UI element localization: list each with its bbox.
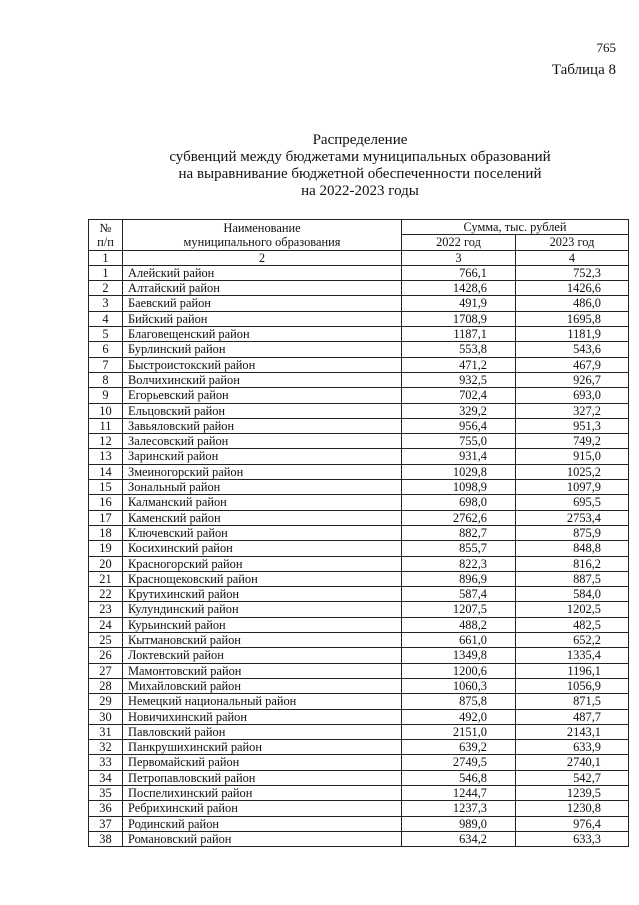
table-row — [89, 342, 629, 357]
amount-2023: 816,2 — [516, 556, 629, 571]
municipality-name: Алтайский район — [123, 281, 402, 296]
municipality-name: Краснощековский район — [123, 571, 402, 586]
amount-2022: 492,0 — [402, 709, 516, 724]
row-number: 11 — [89, 418, 123, 433]
amount-2022: 766,1 — [402, 265, 516, 280]
amount-2023: 887,5 — [516, 571, 629, 586]
header-year-2023: 2023 год — [516, 235, 629, 250]
row-number: 25 — [89, 633, 123, 648]
amount-2022: 1200,6 — [402, 663, 516, 678]
table-row — [89, 678, 629, 693]
table-row — [89, 740, 629, 755]
table-body — [89, 265, 629, 846]
title-line: на 2022-2023 годы — [301, 183, 419, 199]
row-number: 14 — [89, 464, 123, 479]
table-row — [89, 418, 629, 433]
amount-2022: 2151,0 — [402, 724, 516, 739]
amount-2022: 546,8 — [402, 770, 516, 785]
table-row — [89, 372, 629, 387]
header-name-line1: Наименование — [223, 220, 301, 235]
municipality-name: Михайловский район — [123, 678, 402, 693]
amount-2023: 693,0 — [516, 388, 629, 403]
amount-2022: 989,0 — [402, 816, 516, 831]
amount-2023: 584,0 — [516, 587, 629, 602]
header-sum: Сумма, тыс. рублей — [402, 220, 629, 235]
table-row — [89, 327, 629, 342]
row-number: 7 — [89, 357, 123, 372]
row-number: 1 — [89, 265, 123, 280]
row-number: 3 — [89, 296, 123, 311]
amount-2022: 875,8 — [402, 694, 516, 709]
amount-2023: 482,5 — [516, 617, 629, 632]
amount-2023: 926,7 — [516, 372, 629, 387]
header-name-line2: муниципального образования — [183, 234, 341, 249]
amount-2022: 956,4 — [402, 418, 516, 433]
amount-2022: 755,0 — [402, 434, 516, 449]
municipality-name: Бийский район — [123, 311, 402, 326]
amount-2023: 871,5 — [516, 694, 629, 709]
municipality-name: Крутихинский район — [123, 587, 402, 602]
amount-2023: 848,8 — [516, 541, 629, 556]
amount-2023: 467,9 — [516, 357, 629, 372]
table-row — [89, 296, 629, 311]
amount-2022: 471,2 — [402, 357, 516, 372]
header-name — [123, 220, 402, 251]
amount-2022: 2749,5 — [402, 755, 516, 770]
table-row — [89, 556, 629, 571]
table-row — [89, 587, 629, 602]
row-number: 9 — [89, 388, 123, 403]
amount-2022: 855,7 — [402, 541, 516, 556]
amount-2022: 1244,7 — [402, 785, 516, 800]
municipality-name: Калманский район — [123, 495, 402, 510]
municipality-name: Заринский район — [123, 449, 402, 464]
amount-2023: 633,3 — [516, 831, 629, 846]
municipality-name: Ельцовский район — [123, 403, 402, 418]
amount-2023: 633,9 — [516, 740, 629, 755]
amount-2022: 1187,1 — [402, 327, 516, 342]
amount-2023: 542,7 — [516, 770, 629, 785]
amount-2022: 698,0 — [402, 495, 516, 510]
table-row — [89, 388, 629, 403]
table-row — [89, 464, 629, 479]
row-number: 35 — [89, 785, 123, 800]
municipality-name: Петропавловский район — [123, 770, 402, 785]
row-number: 32 — [89, 740, 123, 755]
table-row — [89, 663, 629, 678]
amount-2023: 487,7 — [516, 709, 629, 724]
amount-2022: 329,2 — [402, 403, 516, 418]
municipality-name: Быстроистокский район — [123, 357, 402, 372]
table-row — [89, 265, 629, 280]
row-number: 23 — [89, 602, 123, 617]
row-number: 15 — [89, 480, 123, 495]
municipality-name: Баевский район — [123, 296, 402, 311]
amount-2023: 1695,8 — [516, 311, 629, 326]
amount-2023: 1239,5 — [516, 785, 629, 800]
table-row — [89, 831, 629, 846]
amount-2022: 931,4 — [402, 449, 516, 464]
table-row — [89, 602, 629, 617]
row-number: 20 — [89, 556, 123, 571]
table-row — [89, 801, 629, 816]
row-number: 19 — [89, 541, 123, 556]
amount-2023: 543,6 — [516, 342, 629, 357]
row-number: 18 — [89, 525, 123, 540]
row-number: 5 — [89, 327, 123, 342]
column-index: 2 — [123, 250, 402, 265]
amount-2022: 1207,5 — [402, 602, 516, 617]
municipality-name: Локтевский район — [123, 648, 402, 663]
row-number: 31 — [89, 724, 123, 739]
header-year-2022: 2022 год — [402, 235, 516, 250]
municipality-name: Первомайский район — [123, 755, 402, 770]
table-row — [89, 648, 629, 663]
municipality-name: Каменский район — [123, 510, 402, 525]
municipality-name: Бурлинский район — [123, 342, 402, 357]
table-row — [89, 434, 629, 449]
row-number: 4 — [89, 311, 123, 326]
row-number: 17 — [89, 510, 123, 525]
table-row — [89, 281, 629, 296]
municipality-name: Мамонтовский район — [123, 663, 402, 678]
row-number: 24 — [89, 617, 123, 632]
title-line: субвенций между бюджетами муниципальных образований — [169, 149, 551, 165]
row-number: 8 — [89, 372, 123, 387]
header-number-line1: № — [99, 220, 112, 235]
amount-2022: 491,9 — [402, 296, 516, 311]
table-row — [89, 311, 629, 326]
amount-2022: 896,9 — [402, 571, 516, 586]
municipality-name: Зональный район — [123, 480, 402, 495]
amount-2023: 951,3 — [516, 418, 629, 433]
table-row — [89, 694, 629, 709]
amount-2023: 915,0 — [516, 449, 629, 464]
amount-2022: 634,2 — [402, 831, 516, 846]
amount-2022: 1098,9 — [402, 480, 516, 495]
row-number: 10 — [89, 403, 123, 418]
table-row — [89, 510, 629, 525]
amount-2023: 2143,1 — [516, 724, 629, 739]
amount-2022: 488,2 — [402, 617, 516, 632]
amount-2022: 1708,9 — [402, 311, 516, 326]
table-row — [89, 541, 629, 556]
row-number: 29 — [89, 694, 123, 709]
amount-2022: 882,7 — [402, 525, 516, 540]
municipality-name: Волчихинский район — [123, 372, 402, 387]
title-line: Распределение — [312, 132, 408, 148]
row-number: 13 — [89, 449, 123, 464]
amount-2023: 976,4 — [516, 816, 629, 831]
table-row — [89, 449, 629, 464]
column-index: 4 — [516, 250, 629, 265]
row-number: 6 — [89, 342, 123, 357]
amount-2023: 749,2 — [516, 434, 629, 449]
amount-2023: 695,5 — [516, 495, 629, 510]
municipality-name: Ребрихинский район — [123, 801, 402, 816]
row-number: 38 — [89, 831, 123, 846]
table-row — [89, 525, 629, 540]
municipality-name: Кулундинский район — [123, 602, 402, 617]
municipality-name: Кытмановский район — [123, 633, 402, 648]
amount-2022: 639,2 — [402, 740, 516, 755]
amount-2023: 1025,2 — [516, 464, 629, 479]
amount-2022: 1060,3 — [402, 678, 516, 693]
amount-2023: 1056,9 — [516, 678, 629, 693]
municipality-name: Косихинский район — [123, 541, 402, 556]
amount-2022: 2762,6 — [402, 510, 516, 525]
municipality-name: Панкрушихинский район — [123, 740, 402, 755]
amount-2022: 1029,8 — [402, 464, 516, 479]
amount-2023: 1335,4 — [516, 648, 629, 663]
amount-2023: 2753,4 — [516, 510, 629, 525]
municipality-name: Егорьевский район — [123, 388, 402, 403]
table-row — [89, 480, 629, 495]
amount-2023: 327,2 — [516, 403, 629, 418]
table-row — [89, 571, 629, 586]
amount-2022: 822,3 — [402, 556, 516, 571]
amount-2023: 1181,9 — [516, 327, 629, 342]
row-number: 12 — [89, 434, 123, 449]
row-number: 36 — [89, 801, 123, 816]
row-number: 30 — [89, 709, 123, 724]
table-row — [89, 357, 629, 372]
municipality-name: Романовский район — [123, 831, 402, 846]
amount-2023: 652,2 — [516, 633, 629, 648]
amount-2023: 1196,1 — [516, 663, 629, 678]
amount-2023: 752,3 — [516, 265, 629, 280]
amount-2022: 932,5 — [402, 372, 516, 387]
table-row — [89, 633, 629, 648]
row-number: 22 — [89, 587, 123, 602]
row-number: 16 — [89, 495, 123, 510]
amount-2023: 875,9 — [516, 525, 629, 540]
municipality-name: Благовещенский район — [123, 327, 402, 342]
table-row — [89, 770, 629, 785]
amount-2023: 1097,9 — [516, 480, 629, 495]
table-row — [89, 816, 629, 831]
row-number: 37 — [89, 816, 123, 831]
amount-2023: 1230,8 — [516, 801, 629, 816]
municipality-name: Павловский район — [123, 724, 402, 739]
amount-2022: 553,8 — [402, 342, 516, 357]
municipality-name: Курьинский район — [123, 617, 402, 632]
row-number: 2 — [89, 281, 123, 296]
table-row — [89, 785, 629, 800]
municipality-name: Залесовский район — [123, 434, 402, 449]
amount-2023: 1426,6 — [516, 281, 629, 296]
table-row — [89, 495, 629, 510]
amount-2022: 661,0 — [402, 633, 516, 648]
column-index: 1 — [89, 250, 123, 265]
municipality-name: Новичихинский район — [123, 709, 402, 724]
row-number: 26 — [89, 648, 123, 663]
municipality-name: Ключевский район — [123, 525, 402, 540]
row-number: 27 — [89, 663, 123, 678]
municipality-name: Завьяловский район — [123, 418, 402, 433]
municipality-name: Алейский район — [123, 265, 402, 280]
amount-2023: 486,0 — [516, 296, 629, 311]
row-number: 28 — [89, 678, 123, 693]
amount-2022: 1237,3 — [402, 801, 516, 816]
table-row — [89, 709, 629, 724]
amount-2023: 1202,5 — [516, 602, 629, 617]
document-title — [100, 132, 620, 200]
table-row — [89, 755, 629, 770]
amount-2022: 1428,6 — [402, 281, 516, 296]
table-label: Таблица 8 — [551, 62, 616, 78]
municipality-name: Немецкий национальный район — [123, 694, 402, 709]
header-number — [89, 220, 123, 251]
title-line: на выравнивание бюджетной обеспеченности поселений — [178, 166, 542, 182]
column-index: 3 — [402, 250, 516, 265]
municipality-name: Поспелихинский район — [123, 785, 402, 800]
page-number: 765 — [596, 40, 616, 55]
municipality-name: Красногорский район — [123, 556, 402, 571]
amount-2022: 1349,8 — [402, 648, 516, 663]
row-number: 21 — [89, 571, 123, 586]
row-number: 33 — [89, 755, 123, 770]
table-row — [89, 617, 629, 632]
municipality-name: Змеиногорский район — [123, 464, 402, 479]
row-number: 34 — [89, 770, 123, 785]
amount-2023: 2740,1 — [516, 755, 629, 770]
amount-2022: 702,4 — [402, 388, 516, 403]
table-row — [89, 403, 629, 418]
header-number-line2: п/п — [97, 234, 114, 249]
amount-2022: 587,4 — [402, 587, 516, 602]
subvention-table — [88, 219, 629, 847]
municipality-name: Родинский район — [123, 816, 402, 831]
table-row — [89, 724, 629, 739]
